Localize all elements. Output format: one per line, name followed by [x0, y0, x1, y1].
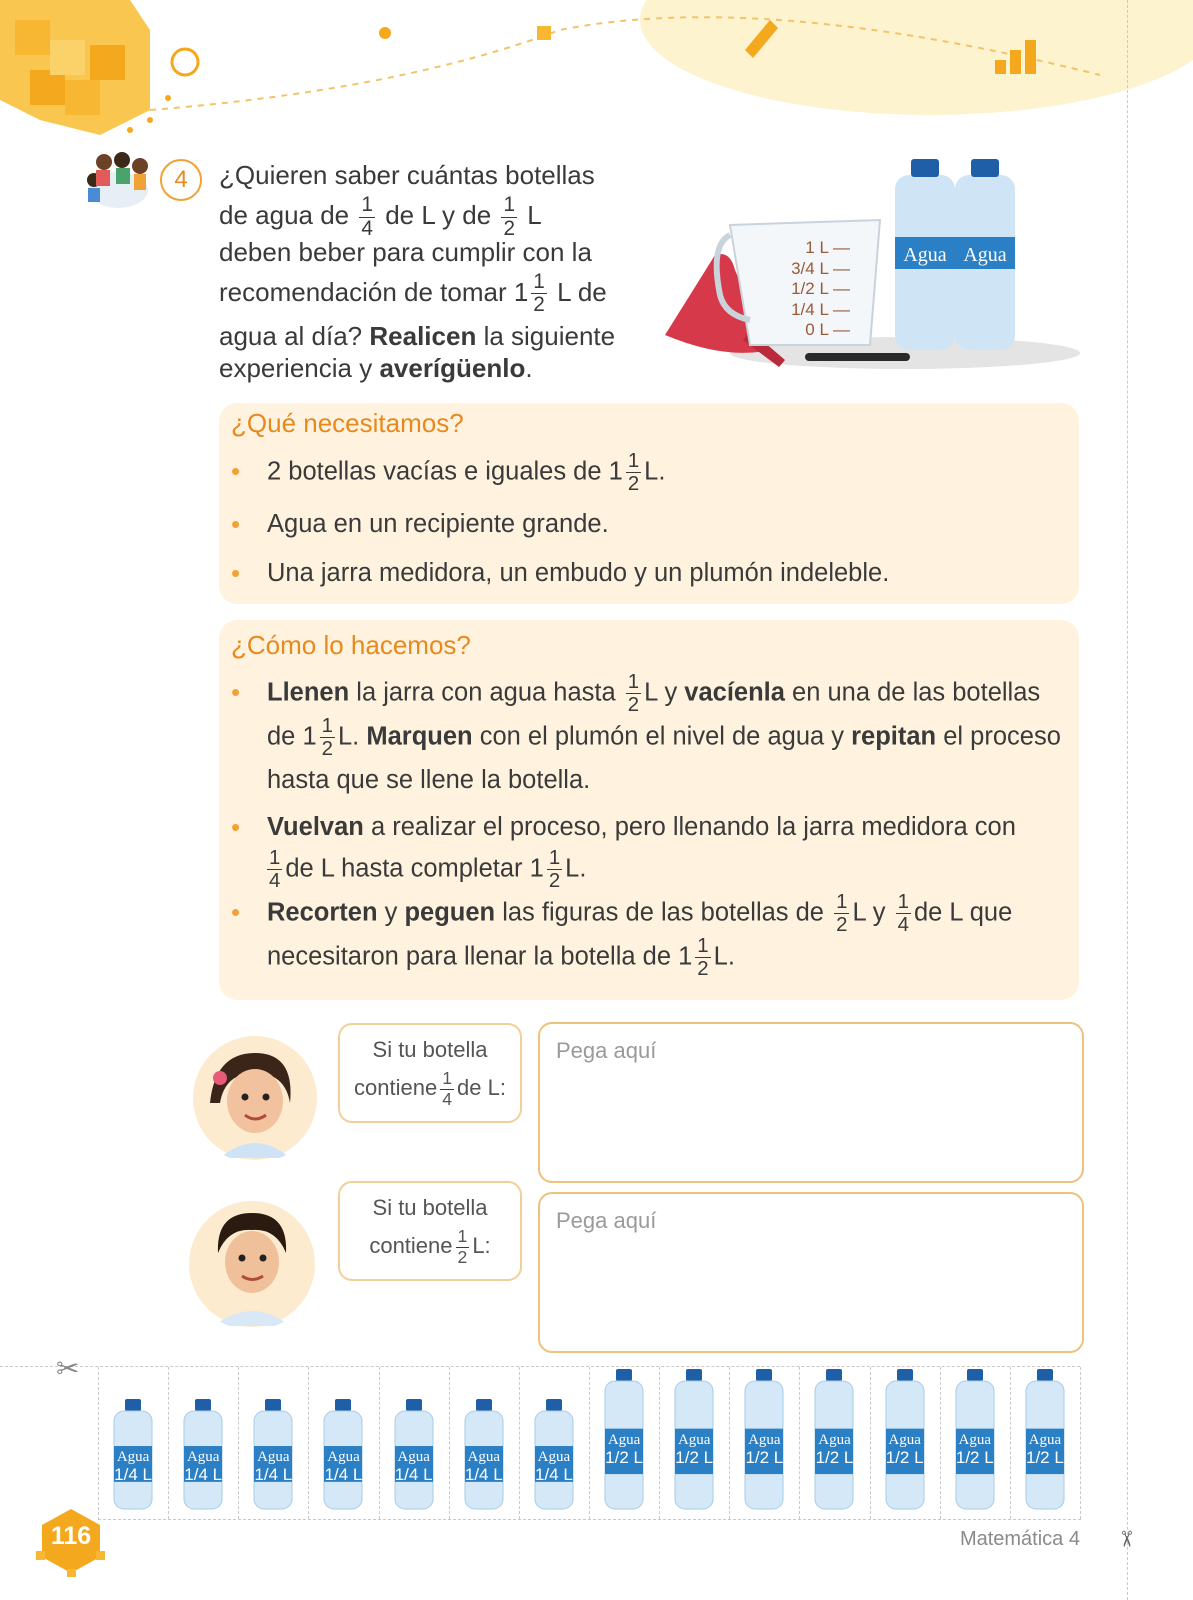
jug-mark: 3/4 L — [791, 258, 850, 278]
cutout-cell [799, 1367, 870, 1519]
cutout-bottle-label: Agua 1/2 L [745, 1431, 784, 1467]
fraction-one-fourth: $\frac{1}{4}$ [897, 891, 909, 937]
cutout-cell [1010, 1367, 1081, 1519]
fraction-one-half: $\frac{1}{2}$ [836, 891, 848, 937]
materials-illustration [655, 155, 1080, 375]
cutout-bottle-label: Agua 1/4 L [464, 1449, 503, 1485]
jug-mark: 1 L — [805, 238, 850, 257]
cutout-cell [308, 1367, 379, 1519]
jug-mark: 1/2 L — [791, 279, 850, 298]
cutout-bottle-label: Agua 1/2 L [955, 1431, 994, 1467]
paste-label: Pega aquí [556, 1038, 657, 1063]
cutout-bottle-label: Agua 1/2 L [1026, 1431, 1064, 1467]
fraction-one-fourth: $\frac{1}{4}$ [442, 1068, 453, 1109]
problem-statement [219, 155, 639, 388]
paste-area[interactable] [538, 1022, 1084, 1183]
scissors-icon: ✂ [1114, 1529, 1140, 1549]
needs-title: ¿Qué necesitamos? [231, 408, 464, 438]
cutout-cell [238, 1367, 309, 1519]
problem-number-text: 4 [174, 166, 188, 193]
fraction-one-fourth: $\frac{1}{4}$ [361, 193, 373, 240]
problem-line-5: agua al día? Realicen la siguiente [219, 321, 616, 352]
cutout-bottle-label: Agua 1/4 L [254, 1449, 293, 1485]
group-work-icon [82, 148, 154, 214]
fraction-one-half: $\frac{1}{2}$ [503, 193, 516, 240]
cutout-cell [379, 1367, 450, 1519]
needs-box [219, 403, 1079, 604]
paste-label: Pega aquí [556, 1208, 657, 1233]
marker-icon [805, 353, 910, 361]
step-item: • Vuelvan a realizar el proceso, pero llenando la jarra medidora con $\frac{1}{4}$ de L hasta completar 1 $\frac{1}{2}$ L. [231, 807, 1066, 892]
step-item: • Recorten y peguen las figuras de las botellas de $\frac{1}{2}$ L y $\frac{1}{4}$ de L que necesitaron para llenar la botella de 1 $\frac{1}{2}$ L. [231, 892, 1066, 980]
speech-bubble [338, 1023, 522, 1123]
problem-line-1: ¿Quieren saber cuántas botellas [219, 160, 595, 190]
fraction-one-fourth: $\frac{1}{4}$ [269, 847, 281, 893]
cutout-bottle-label: Agua 1/2 L [885, 1431, 924, 1467]
cutout-bottle-label: Agua 1/4 L [114, 1449, 152, 1485]
cutout-bottle-label: Agua 1/4 L [184, 1449, 223, 1485]
problem-line-6: experiencia y averígüenlo. [219, 353, 533, 384]
bottle-label: Agua [903, 244, 947, 266]
boy-avatar [186, 1198, 318, 1330]
cutout-cell [449, 1367, 520, 1519]
bubble-line-1: Si tu botella [372, 1195, 488, 1220]
bubble-line-2: contiene $\frac{1}{4}$ de L: [354, 1068, 506, 1109]
speech-bubble [338, 1181, 522, 1281]
header-decoration [0, 0, 1193, 150]
bubble-line-2: contiene $\frac{1}{2}$ L: [369, 1226, 491, 1267]
cut-line-vertical [1127, 0, 1128, 1600]
page-number: 116 [50, 1522, 92, 1550]
scissors-icon: ✂ [56, 1353, 80, 1384]
cutout-bottle-label: Agua 1/2 L [605, 1431, 643, 1467]
fraction-one-half: $\frac{1}{2}$ [548, 847, 561, 893]
problem-line-4: recomendación de tomar 1 $\frac{1}{2}$ L de [219, 269, 607, 317]
jug-mark: 1/4 L — [791, 299, 850, 319]
fraction-one-half: $\frac{1}{2}$ [697, 934, 709, 981]
needs-item: • 2 botellas vacías e iguales de 1 $\frac{1}{2}$ L. [231, 451, 1066, 495]
fraction-one-half: $\frac{1}{2}$ [457, 1226, 468, 1267]
girl-avatar [190, 1033, 320, 1163]
cutout-cell [589, 1367, 660, 1519]
howto-title: ¿Cómo lo hacemos? [231, 630, 471, 660]
cutout-cell [168, 1367, 239, 1519]
cutout-bottle-label: Agua 1/4 L [535, 1449, 573, 1485]
jug-scale [770, 238, 850, 341]
cutout-cell [519, 1367, 590, 1519]
cutout-cell [940, 1367, 1011, 1519]
fraction-one-half: $\frac{1}{2}$ [627, 671, 640, 717]
cutout-cell [659, 1367, 730, 1519]
cutout-cell [98, 1367, 169, 1519]
cutout-bottle-label: Agua 1/2 L [675, 1431, 714, 1467]
paste-area[interactable] [538, 1192, 1084, 1353]
howto-box [219, 620, 1079, 1000]
needs-item: • Una jarra medidora, un embudo y un plumón indeleble. [231, 553, 1066, 594]
fraction-one-half: $\frac{1}{2}$ [321, 714, 333, 761]
cutout-cell [729, 1367, 800, 1519]
cutout-bottle-label: Agua 1/2 L [815, 1431, 854, 1467]
bottle-label: Agua [963, 244, 1007, 266]
fraction-one-half: $\frac{1}{2}$ [533, 269, 545, 317]
needs-item: • Agua en un recipiente grande. [231, 504, 1066, 545]
fraction-one-half: $\frac{1}{2}$ [627, 450, 640, 496]
jug-mark: 0 L — [805, 320, 850, 339]
problem-number [160, 159, 202, 201]
cutout-bottle-label: Agua 1/4 L [324, 1449, 363, 1485]
book-title: Matemática 4 [959, 1528, 1080, 1550]
cutout-cell [870, 1367, 941, 1519]
step-item: • Llenen la jarra con agua hasta $\frac{1}{2}$ L y vacíenla en una de las botellas de 1 $\frac{1}{2}$ L. Marquen con el plumón el nivel de agua y repitan el proceso hasta que se llene la botella. [231, 672, 1066, 801]
cutout-bottle-label: Agua 1/4 L [394, 1449, 433, 1485]
bubble-line-1: Si tu botella [372, 1037, 488, 1062]
problem-line-2: de agua de $\frac{1}{4}$ de L y de $\frac{1}{2}$ L [219, 193, 542, 240]
problem-line-3: deben beber para cumplir con la [219, 236, 592, 267]
